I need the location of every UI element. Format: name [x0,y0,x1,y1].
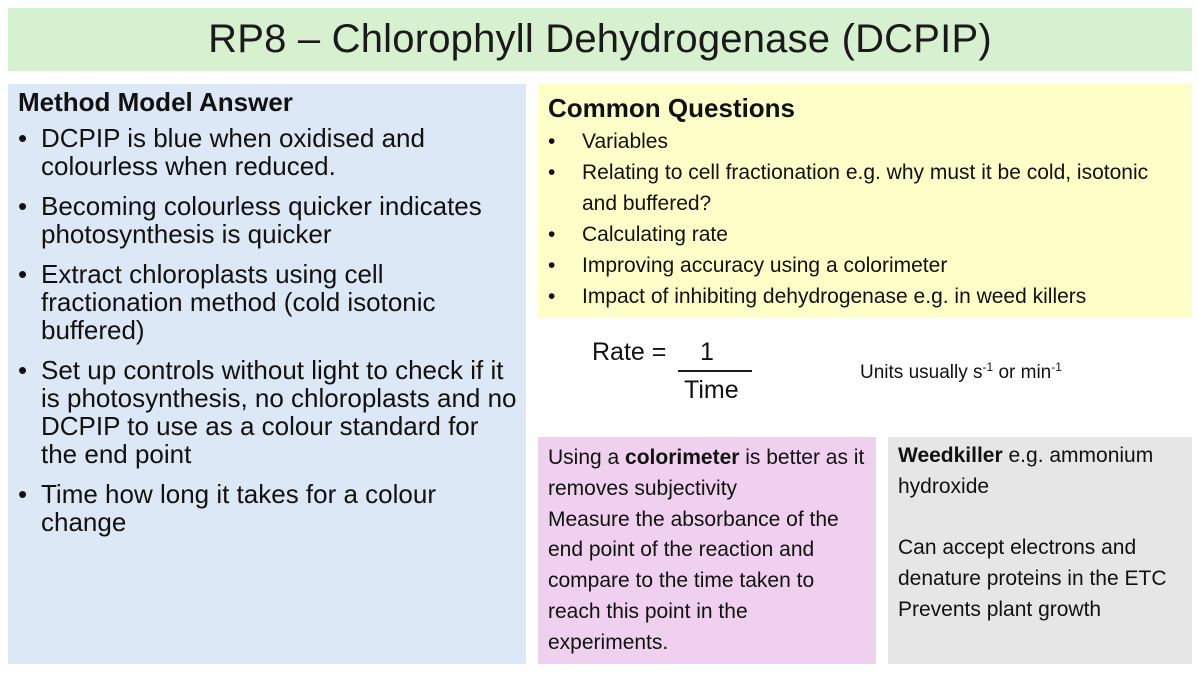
units-note [860,360,1062,384]
formula-numerator: 1 [700,338,714,366]
colorimeter-panel [538,437,876,664]
colorimeter-pre: Using a [548,446,626,469]
question-item: • Variables [548,126,1182,157]
questions-panel [538,84,1192,318]
weedkiller-intro [898,441,1186,503]
method-item: • Time how long it takes for a colour change [18,480,518,536]
units-exponent: -1 [1051,360,1062,374]
weedkiller-effect: Can accept electrons and denature proteins in the ETC [898,536,1167,591]
page-title: RP8 – Chlorophyll Dehydrogenase (DCPIP) [208,17,992,61]
colorimeter-post: is better as it removes subjectivity [548,446,865,500]
fraction-line [678,370,752,372]
questions-list [548,126,1182,312]
weedkiller-outcome: Prevents plant growth [898,597,1102,621]
questions-heading: Common Questions [548,93,796,123]
method-list [18,124,518,536]
colorimeter-intro [548,443,870,505]
colorimeter-detail: Measure the absorbance of the end point of the reaction and compare to the time taken to reach this point in the experiments. [548,507,839,654]
weedkiller-bold: Weedkiller [898,444,1003,467]
method-item: • DCPIP is blue when oxidised and colourless when reduced. [18,124,518,180]
method-item: • Becoming colourless quicker indicates photosynthesis is quicker [18,192,518,248]
rate-formula [592,336,792,416]
weedkiller-panel [888,437,1192,664]
method-item: • Set up controls without light to check if it is photosynthesis, no chloroplasts and no DCPIP to use as a colour standard for the end point [18,356,518,468]
units-prefix: Units usually s [860,362,983,383]
formula-denominator: Time [684,376,739,404]
rate-label: Rate = [592,338,667,366]
question-item: • Relating to cell fractionation e.g. why must it be cold, isotonic and buffered? [548,157,1182,219]
method-item: • Extract chloroplasts using cell fractionation method (cold isotonic buffered) [18,260,518,344]
weedkiller-rest: e.g. ammonium hydroxide [898,444,1154,498]
title-bar [8,8,1192,71]
spacer [898,503,1186,534]
question-item: • Impact of inhibiting dehydrogenase e.g. in weed killers [548,281,1182,312]
method-panel [8,84,526,664]
units-exponent: -1 [982,360,994,374]
question-item: • Calculating rate [548,219,1182,250]
units-middle: or min [993,362,1052,383]
question-item: • Improving accuracy using a colorimeter [548,250,1182,281]
colorimeter-bold: colorimeter [625,446,740,469]
method-heading: Method Model Answer [18,87,293,117]
